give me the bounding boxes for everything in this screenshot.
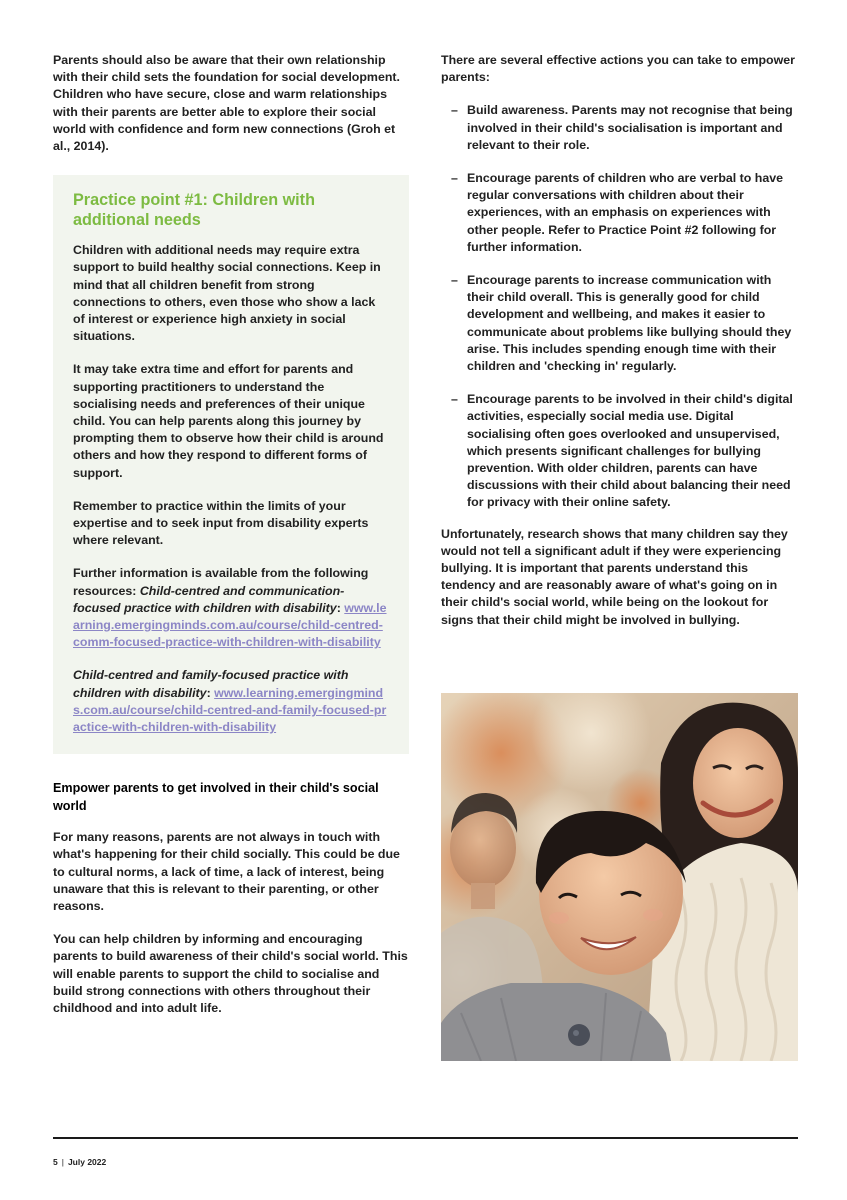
page-footer [53,1156,106,1168]
practice-paragraph-3: Remember to practice within the limits of your expertise and to seek input from disability experts where relevant. [73,498,369,548]
resource-1-link[interactable]: www.learning.emergingminds.com.au/course/child-centred-comm-focused-practice-with-children-with-disability [73,600,387,650]
action-item: – Encourage parents to be involved in their child's digital activities, especially social media use. Digital socialising often goes overlooked and unsupervised, which presents significant challenges for bullying prevention. With older children, parents can have discussions with their child about balancing their need for privacy with their online safety. [441,391,797,511]
resource-2-separator: : [206,685,215,700]
resources-intro: Further information is available from the following resources: [73,566,369,598]
practice-resources-paragraph [73,565,389,651]
action-item: – Encourage parents of children who are verbal to have regular conversations with children about their experiences, with an emphasis on experiences with other people. Refer to Practice Point #2 following for further information. [441,170,797,256]
right-column [441,52,797,629]
left-column [53,52,409,1017]
footer-divider [53,1137,798,1139]
footer-separator: | [61,1157,64,1167]
closing-paragraph: Unfortunately, research shows that many children say they would not tell a significant adult if they were experiencing bullying. It is important that parents understand this tendency and are reasonably aware of what's going on in their child's social world, while being on the lookout for signs that their child might be involved in bullying. [441,526,788,627]
section-heading: Empower parents to get involved in their child's social world [53,781,379,813]
resource-1-title: Child-centred and communication-focused practice with children with disability [73,583,345,615]
practice-point-title: Practice point #1: Children with additional needs [73,191,315,229]
resource-2-title: Child-centred and family-focused practice with children with disability [73,668,349,700]
reasons-paragraph: For many reasons, parents are not always in touch with what's happening for their child socially. This could be due to cultural norms, a lack of time, a lack of interest, being unaware that this is relevant to their parenting, or other reasons. [53,830,400,913]
practice-paragraph-2: It may take extra time and effort for parents and supporting practitioners to understand the socialising needs and preferences of their unique child. You can help parents along this journey by prompting them to observe how their child is around others and how they respond to different forms of support. [73,362,384,480]
action-item: – Build awareness. Parents may not recognise that being involved in their child's socialisation is important and relevant to their role. [441,102,797,154]
practice-resource-2-paragraph [73,667,389,736]
actions-list [441,102,797,511]
help-paragraph: You can help children by informing and encouraging parents to build awareness of their child's social world. This will enable parents to support the child to socialise and build strong connections with others throughout their childhood and into adult life. [53,932,408,1015]
action-item: – Encourage parents to increase communication with their child overall. This is generally good for child development and wellbeing, and makes it easier to communicate about problems like bullying should they arise. This includes spending enough time with their children and 'checking in' regularly. [441,272,797,375]
page-number: 5 [53,1157,58,1167]
intro-paragraph: Parents should also be aware that their own relationship with their child sets the foundation for social development. Children who have secure, close and warm relationships with their parents are better able to explore their social world with confidence and form new connections (Groh et al., 2014). [53,53,400,154]
resource-1-separator: : [336,600,345,615]
family-photo [441,693,798,1061]
resource-2-link[interactable]: www.learning.emergingminds.com.au/course/child-centred-and-family-focused-practice-with-children-with-disability [73,685,387,735]
practice-paragraph-1: Children with additional needs may require extra support to build healthy social connections. Keep in mind that all children benefit from strong connections to others, even those who show a lack of interest or experience high anxiety in social situations. [73,243,381,344]
practice-point-box [53,175,409,754]
footer-date: July 2022 [67,1157,107,1167]
actions-intro: There are several effective actions you can take to empower parents: [441,53,795,85]
